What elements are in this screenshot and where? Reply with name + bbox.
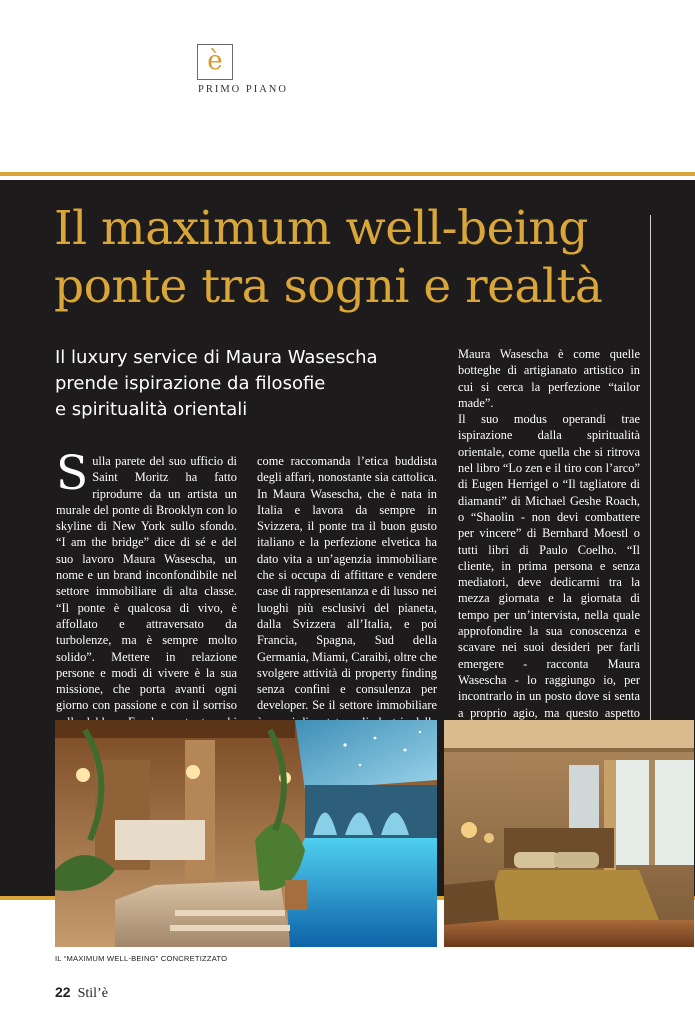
column-3-paragraph-2: Il suo modus operandi trae ispirazione dalla spiritualità orientale, come quella che si ritrova nel libro “Lo zen e il tiro con l’arco” di Eugen Herrigel o “Il tagliatore di diamanti” di Michael Geshe Roach, o “Shaolin - non devi combattere per vincere” di Bernhard Moestl o tutti libri di Paulo Coelho. “Il cliente, in prima persona e senza mediatori, deve dedicarmi tra la mezza giornata e la giornata di tempo per un’intervista, nella quale approfondire la sua conoscenza e scavare nei suoi desideri per farli emergere - racconta Maura Wasescha - lo raggiungo io, per incontrarlo in un posto dove si senta a proprio agio, ma questo aspetto <box>458 412 640 720</box>
subtitle-line-2: prende ispirazione da filosofie <box>55 373 326 394</box>
column-3-paragraph-1: Maura Wasescha è come quelle botteghe di artigianato artistico in cui si cerca la perfezione “tailor made”. <box>458 347 640 410</box>
column-1-text: ulla parete del suo ufficio di Saint Moritz ha fatto riprodurre da un artista un murale del ponte di Brooklyn con lo skyline di New York sullo sfondo. “I am the bridge” dice di sé e del suo lavoro Maura Wasescha, un nome e un brand inconfondibile nel settore immobiliare di alta classe. “Il ponte è qualcosa di vivo, è affollato e attraversato da turbolenze, ma è sempre molto solido”. Mettere in relazione persone e modi di vivere è la sua missione, che porta avanti ogni giorno con passione e con il sorriso <box>56 454 237 713</box>
drop-cap: S <box>56 446 89 501</box>
top-gold-rule <box>0 172 695 176</box>
magazine-name: Stil’è <box>77 986 108 1001</box>
article-subtitle <box>55 345 435 423</box>
spa-pool-photo <box>55 720 437 947</box>
title-line-1: Il maximum well-being <box>54 201 588 256</box>
magazine-logo <box>197 44 233 80</box>
title-line-2: ponte tra sogni e realtà <box>54 259 603 314</box>
photo-caption: IL “MAXIMUM WELL-BEING” CONCRETIZZATO <box>55 954 228 963</box>
column-divider <box>650 215 651 720</box>
subtitle-line-3: e spiritualità orientali <box>55 399 248 420</box>
section-label: PRIMO PIANO <box>198 84 288 95</box>
page-footer <box>55 984 108 1002</box>
article-title <box>54 200 674 316</box>
subtitle-line-1: Il luxury service di Maura Wasescha <box>55 347 378 368</box>
logo-letter: è <box>207 46 223 76</box>
bedroom-photo <box>444 720 694 947</box>
page-number: 22 <box>55 984 71 1000</box>
column-2-text: come raccomanda l’etica buddista degli affari, nonostante sia cattolica. In Maura Wasescha, che è nata in Italia e lavora da sempre in Svizzera, il ponte tra il buon gusto italiano e la perfezione elvetica ha dato vita a un’agenzia immobiliare che si occupa di affittare e vendere case di rappresentanza e di lusso nei luoghi più esclusivi del pianeta, dalla Svizzera all’Italia, e poi Francia, Spagna, Sud della Germania, Miami, Caraibi, oltre che svolgere attività di property finding senza confini e consulenza per developer. Se il settore immobiliare <box>257 454 437 713</box>
body-column-1 <box>56 446 237 763</box>
body-column-2 <box>257 453 437 746</box>
